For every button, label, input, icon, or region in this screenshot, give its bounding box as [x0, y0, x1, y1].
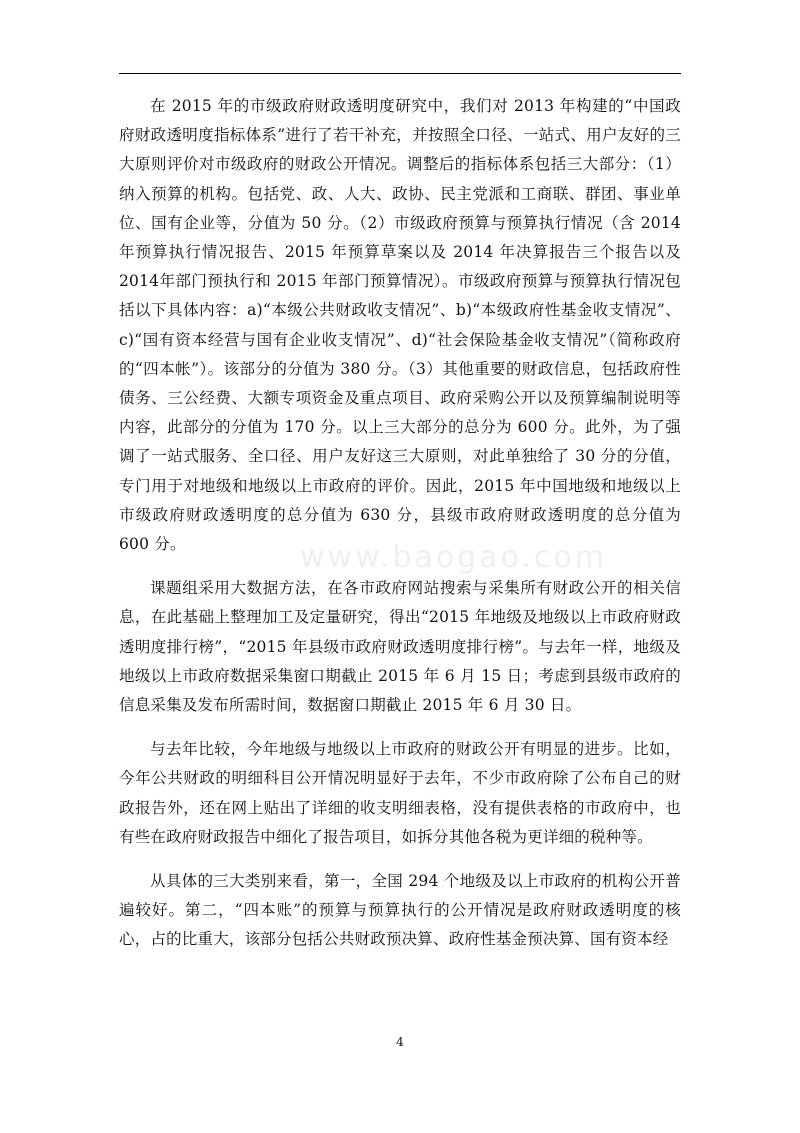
paragraph-4: 从具体的三大类别来看，第一，全国 294 个地级及以上市政府的机构公开普遍较好。第二，“四本账”的预算与预算执行的公开情况是政府财政透明度的核心，占的比重大，该部分包括公共财政预决算、政府性基金预决算、国有资本经	[119, 872, 681, 949]
body-text	[119, 92, 681, 970]
watermark: www.baogao.com	[300, 540, 608, 575]
paragraph-2: 课题组采用大数据方法，在各市政府网站搜索与采集所有财政公开的相关信息，在此基础上整理加工及定量研究，得出“2015 年地级及地级以上市政府财政透明度排行榜”，“2015 年县级市政府财政透明度排行榜”。与去年一样，地级及地级以上市政府数据采集窗口期截止 2015 年 6 月 15 日；考虑到县级市政府的信息采集及发布所需时间，数据窗口期截止 2015 年 6 月 30 日。	[119, 579, 681, 715]
paragraph-1: 在 2015 年的市级政府财政透明度研究中，我们对 2013 年构建的“中国政府财政透明度指标体系”进行了若干补充，并按照全口径、一站式、用户友好的三大原则评价对市级政府的财政公开情况。调整后的指标体系包括三大部分：（1）纳入预算的机构。包括党、政、人大、政协、民主党派和工商联、群团、事业单位、国有企业等，分值为 50 分。（2）市级政府预算与预算执行情况（含 2014年预算执行情况报告、2015 年预算草案以及 2014 年决算报告三个报告以及 2014年部门预执行和 2015 年部门预算情况）。市级政府预算与预算执行情况包括以下具体内容：a)“本级公共财政收支情况”、b)“本级政府性基金收支情况”、c)“国有资本经营与国有企业收支情况”、d)“社会保险基金收支情况”（简称政府的“四本帐”）。该部分的分值为 380 分。（3）其他重要的财政信息，包括政府性债务、三公经费、大额专项资金及重点项目、政府采购公开以及预算编制说明等内容，此部分的分值为 170 分。以上三大部分的总分为 600 分。此外，为了强调了一站式服务、全口径、用户友好这三大原则，对此单独给了 30 分的分值，专门用于对地级和地级以上市政府的评价。因此，2015 年中国地级和地级以上市级政府财政透明度的总分值为 630 分，县级市政府财政透明度的总分值为 600 分。	[119, 97, 681, 554]
header-rule	[119, 73, 681, 74]
paragraph-3: 与去年比较，今年地级与地级以上市政府的财政公开有明显的进步。比如，今年公共财政的明细科目公开情况明显好于去年，不少市政府除了公布自己的财政报告外，还在网上贴出了详细的收支明细表格，没有提供表格的市政府中，也有些在政府财政报告中细化了报告项目，如拆分其他各税为更详细的税种等。	[119, 740, 681, 846]
page-number: 4	[396, 1035, 404, 1049]
